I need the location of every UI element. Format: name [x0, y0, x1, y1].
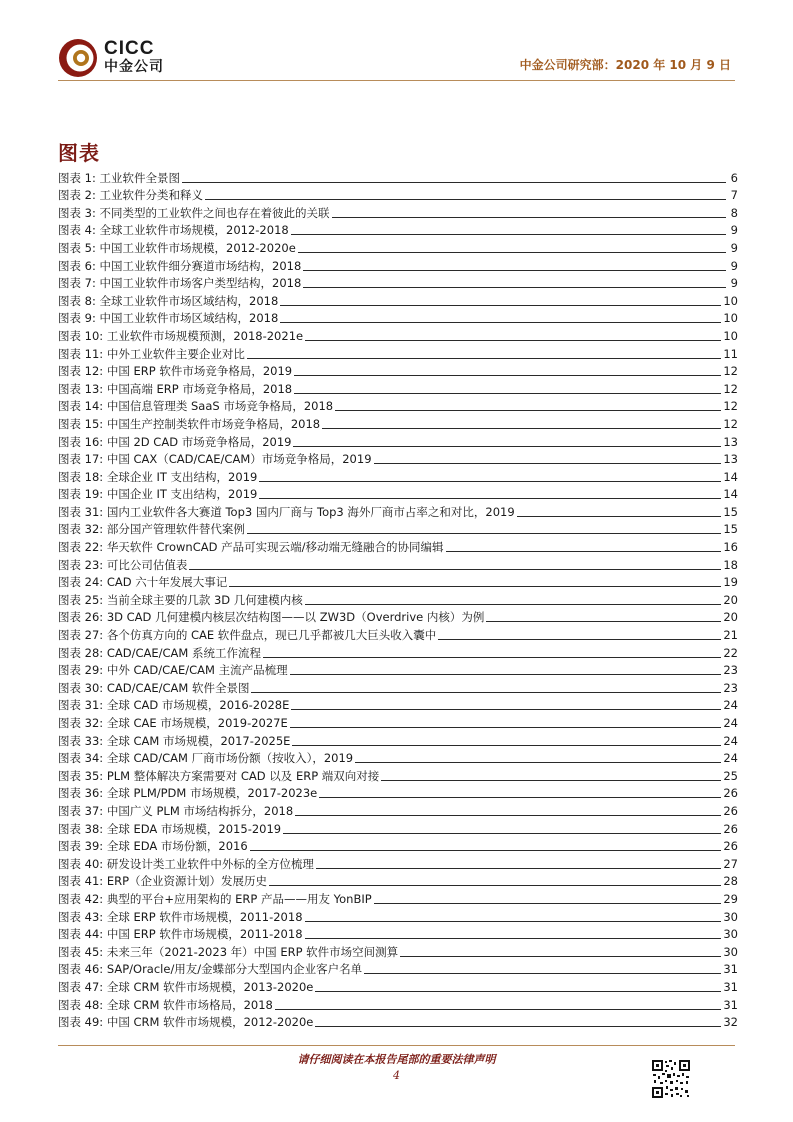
toc-leader-line — [364, 973, 721, 974]
toc-entry-label: 图表 8: — [58, 293, 96, 308]
toc-entry[interactable] — [58, 309, 738, 327]
toc-leader-line — [294, 375, 721, 376]
toc-entry-page: 31 — [723, 979, 738, 994]
toc-entry-label: 图表 42: — [58, 891, 104, 906]
toc-entry-title: 3D CAD 几何建模内核层次结构图——以 ZW3D（Overdrive 内核）为例 — [106, 610, 485, 625]
toc-entry-page: 9 — [730, 240, 738, 255]
toc-entry-page: 12 — [723, 399, 738, 414]
toc-entry-label: 图表 40: — [58, 856, 104, 871]
toc-entry-page: 24 — [723, 698, 738, 713]
toc-leader-line — [355, 762, 721, 763]
toc-entry-title: CAD/CAE/CAM 系统工作流程 — [106, 645, 261, 660]
toc-entry[interactable] — [58, 608, 738, 626]
toc-entry-label: 图表 14: — [58, 399, 104, 414]
toc-entry-label: 图表 49: — [58, 1015, 104, 1030]
toc-leader-line — [303, 270, 726, 271]
toc-entry-page: 24 — [723, 716, 738, 730]
toc-entry-title: 中国 ERP 软件市场规模，2011-2018 — [106, 927, 303, 942]
toc-leader-line — [305, 938, 722, 939]
toc-entry-page: 28 — [723, 874, 738, 889]
toc-entry-page: 15 — [723, 504, 738, 519]
toc-entry-label: 图表 11: — [58, 346, 104, 361]
toc-leader-line — [438, 639, 721, 640]
toc-entry-label: 图表 31: — [58, 698, 104, 713]
toc-leader-line — [290, 674, 722, 675]
toc-entry[interactable] — [58, 221, 738, 239]
toc-entry[interactable] — [58, 889, 738, 907]
toc-entry-label: 图表 16: — [58, 434, 104, 449]
toc-entry-page: 20 — [723, 610, 738, 625]
toc-entry[interactable] — [58, 485, 738, 503]
toc-entry-page: 19 — [723, 575, 738, 590]
toc-entry-page: 22 — [723, 645, 738, 660]
toc-entry[interactable] — [58, 872, 738, 890]
toc-entry-title: 中国 2D CAD 市场竞争格局，2019 — [106, 434, 292, 449]
toc-entry-label: 图表 45: — [58, 944, 104, 959]
toc-leader-line — [189, 569, 721, 570]
toc-entry-page: 30 — [723, 944, 738, 959]
toc-entry[interactable] — [58, 432, 738, 450]
toc-entry-title: 中国工业软件市场客户类型结构，2018 — [99, 276, 302, 291]
toc-entry-label: 图表 43: — [58, 909, 104, 924]
toc-entry[interactable] — [58, 291, 738, 309]
toc-entry[interactable] — [58, 749, 738, 767]
toc-entry-page: 31 — [723, 997, 738, 1012]
toc-entry-page: 26 — [723, 786, 738, 801]
toc-entry-label: 图表 30: — [58, 680, 104, 695]
toc-entry-title: 全球 CAD/CAM 厂商市场份额（按收入），2019 — [106, 751, 354, 766]
toc-entry-title: 中国 CRM 软件市场规模，2012-2020e — [106, 1015, 314, 1030]
toc-entry-title: CAD 六十年发展大事记 — [106, 575, 228, 590]
toc-entry-label: 图表 9: — [58, 311, 96, 326]
toc-entry-label: 图表 7: — [58, 276, 96, 291]
toc-leader-line — [263, 657, 721, 658]
toc-entry-title: 不同类型的工业软件之间也存在着彼此的关联 — [99, 205, 330, 220]
toc-entry[interactable] — [58, 678, 738, 696]
toc-entry[interactable] — [58, 379, 738, 397]
toc-entry[interactable] — [58, 186, 738, 204]
toc-entry-page: 10 — [723, 293, 738, 308]
toc-entry-title: 全球 EDA 市场规模，2015-2019 — [106, 821, 282, 836]
toc-entry[interactable] — [58, 925, 738, 943]
toc-entry-page: 26 — [723, 821, 738, 836]
toc-entry-label: 图表 3: — [58, 205, 96, 220]
toc-entry[interactable] — [58, 854, 738, 872]
toc-entry[interactable] — [58, 766, 738, 784]
toc-entry-label: 图表 47: — [58, 979, 104, 994]
toc-entry[interactable] — [58, 344, 738, 362]
toc-entry[interactable] — [58, 696, 738, 714]
toc-entry-page: 11 — [723, 346, 738, 361]
toc-entry[interactable] — [58, 643, 738, 661]
toc-entry-label: 图表 23: — [58, 557, 104, 572]
cicc-logo-mark-icon — [58, 38, 98, 78]
toc-entry-title: 可比公司估值表 — [106, 557, 188, 572]
toc-leader-line — [374, 463, 722, 464]
toc-leader-line — [269, 885, 721, 886]
toc-entry-title: 中国工业软件市场区域结构，2018 — [99, 311, 279, 326]
toc-entry[interactable] — [58, 326, 738, 344]
toc-entry-title: 国内工业软件各大赛道 Top3 国内厂商与 Top3 海外厂商市占率之和对比，2019 — [106, 504, 515, 519]
toc-entry-label: 图表 37: — [58, 803, 104, 818]
toc-entry-label: 图表 39: — [58, 839, 104, 854]
toc-entry-title: 中国工业软件细分赛道市场结构，2018 — [99, 258, 302, 273]
toc-entry[interactable] — [58, 467, 738, 485]
toc-entry-page: 23 — [723, 663, 738, 678]
toc-entry-title: SAP/Oracle/用友/金蝶部分大型国内企业客户名单 — [106, 962, 363, 977]
toc-entry-label: 图表 15: — [58, 416, 104, 431]
toc-entry-label: 图表 33: — [58, 733, 104, 748]
toc-entry-page: 9 — [730, 276, 738, 291]
toc-entry-title: 未来三年（2021-2023 年）中国 ERP 软件市场空间测算 — [106, 944, 399, 959]
logo-text-cn: 中金公司 — [104, 59, 164, 75]
toc-entry-page: 8 — [730, 205, 738, 220]
toc-entry-label: 图表 32: — [58, 716, 104, 730]
toc-entry-page: 18 — [723, 557, 738, 572]
toc-entry-title: 中国 CAX（CAD/CAE/CAM）市场竞争格局，2019 — [106, 452, 372, 467]
toc-leader-line — [305, 921, 722, 922]
toc-entry-title: 中外 CAD/CAE/CAM 主流产品梳理 — [106, 663, 288, 678]
toc-entry-label: 图表 6: — [58, 258, 96, 273]
toc-entry[interactable] — [58, 450, 738, 468]
toc-entry[interactable] — [58, 573, 738, 591]
toc-entry-label: 图表 24: — [58, 575, 104, 590]
toc-entry-label: 图表 29: — [58, 663, 104, 678]
toc-entry-page: 23 — [723, 680, 738, 695]
toc-leader-line — [295, 815, 721, 816]
toc-entry[interactable] — [58, 520, 738, 538]
toc-entry-page: 30 — [723, 909, 738, 924]
toc-entry-title: 研发设计类工业软件中外标的全方位梳理 — [106, 856, 314, 871]
toc-entry[interactable] — [58, 203, 738, 221]
toc-entry-page: 12 — [723, 364, 738, 379]
toc-leader-line — [305, 604, 722, 605]
toc-leader-line — [319, 797, 721, 798]
toc-entry-label: 图表 5: — [58, 240, 96, 255]
cicc-logo — [58, 38, 178, 78]
toc-leader-line — [292, 745, 721, 746]
toc-leader-line — [303, 287, 726, 288]
toc-entry-title: 全球 CAE 市场规模，2019-2027E — [106, 716, 288, 730]
toc-entry[interactable] — [58, 819, 738, 837]
toc-entry-label: 图表 22: — [58, 540, 104, 555]
toc-leader-line — [229, 586, 721, 587]
toc-entry[interactable] — [58, 837, 738, 855]
toc-entry-page: 16 — [723, 540, 738, 555]
toc-entry-title: ERP（企业资源计划）发展历史 — [106, 874, 268, 889]
toc-entry[interactable] — [58, 625, 738, 643]
toc-leader-line — [275, 1009, 722, 1010]
toc-entry-page: 29 — [723, 891, 738, 906]
toc-entry-label: 图表 4: — [58, 223, 96, 238]
toc-entry-title: 全球 CAD 市场规模，2016-2028E — [106, 698, 290, 713]
toc-entry-title: 全球工业软件市场规模，2012-2018 — [99, 223, 289, 238]
toc-entry[interactable] — [58, 995, 738, 1013]
toc-entry[interactable] — [58, 238, 738, 256]
toc-entry-title: 当前全球主要的几款 3D 几何建模内核 — [106, 592, 303, 607]
toc-entry[interactable] — [58, 801, 738, 819]
toc-entry-title: 中国信息管理类 SaaS 市场竞争格局，2018 — [106, 399, 334, 414]
page-number: 4 — [393, 1069, 400, 1082]
toc-entry-label: 图表 34: — [58, 751, 104, 766]
qr-code-icon — [651, 1059, 691, 1099]
toc-leader-line — [293, 446, 721, 447]
toc-entry-title: 全球 ERP 软件市场规模，2011-2018 — [106, 909, 303, 924]
toc-entry-page: 26 — [723, 839, 738, 854]
toc-entry-title: CAD/CAE/CAM 软件全景图 — [106, 680, 250, 695]
logo-text-en: CICC — [104, 38, 155, 59]
toc-entry-page: 30 — [723, 927, 738, 942]
toc-entry-title: 全球企业 IT 支出结构，2019 — [106, 469, 258, 484]
toc-entry-page: 13 — [723, 434, 738, 449]
toc-entry-title: 全球 PLM/PDM 市场规模，2017-2023e — [106, 786, 318, 801]
toc-leader-line — [322, 428, 721, 429]
toc-entry-page: 26 — [723, 803, 738, 818]
toc-leader-line — [446, 551, 722, 552]
toc-entry-label: 图表 12: — [58, 364, 104, 379]
toc-entry[interactable] — [58, 784, 738, 802]
toc-entry-label: 图表 25: — [58, 592, 104, 607]
toc-leader-line — [291, 709, 721, 710]
toc-leader-line — [400, 956, 721, 957]
toc-leader-line — [247, 533, 722, 534]
toc-entry-title: 全球 CRM 软件市场规模，2013-2020e — [106, 979, 314, 994]
toc-entry-title: 全球工业软件市场区域结构，2018 — [99, 293, 279, 308]
toc-entry-page: 25 — [723, 768, 738, 783]
toc-entry-page: 9 — [730, 223, 738, 238]
toc-leader-line — [332, 217, 726, 218]
toc-entry-title: 中国高端 ERP 市场竞争格局，2018 — [106, 381, 293, 396]
toc-entry-page: 21 — [723, 628, 738, 643]
toc-entry-label: 图表 13: — [58, 381, 104, 396]
toc-entry[interactable] — [58, 713, 738, 731]
publisher-date: 中金公司研究部：2020 年 10 月 9 日 — [519, 58, 731, 72]
toc-entry-label: 图表 2: — [58, 188, 96, 203]
toc-leader-line — [247, 358, 722, 359]
toc-entry-label: 图表 27: — [58, 628, 104, 643]
toc-entry-page: 12 — [723, 416, 738, 431]
toc-entry[interactable] — [58, 168, 738, 186]
toc-entry-title: 中国 ERP 软件市场竞争格局，2019 — [106, 364, 293, 379]
toc-entry[interactable] — [58, 537, 738, 555]
toc-entry-title: 中国生产控制类软件市场竞争格局，2018 — [106, 416, 321, 431]
page-header — [0, 0, 793, 90]
toc-entry-title: 各个仿真方向的 CAE 软件盘点，现已几乎都被几大巨头收入囊中 — [106, 628, 437, 643]
toc-entry-label: 图表 26: — [58, 610, 104, 625]
toc-entry-page: 9 — [730, 258, 738, 273]
toc-entry-title: PLM 整体解决方案需要对 CAD 以及 ERP 端双向对接 — [106, 768, 380, 783]
toc-leader-line — [298, 252, 726, 253]
toc-entry[interactable] — [58, 256, 738, 274]
toc-entry[interactable] — [58, 362, 738, 380]
toc-entry-title: 全球 CRM 软件市场格局，2018 — [106, 997, 273, 1012]
toc-entry-page: 20 — [723, 592, 738, 607]
toc-entry[interactable] — [58, 414, 738, 432]
toc-leader-line — [374, 903, 722, 904]
toc-entry-title: 华天软件 CrownCAD 产品可实现云端/移动端无缝融合的协同编辑 — [106, 540, 444, 555]
toc-leader-line — [290, 727, 722, 728]
footer-divider — [58, 1045, 735, 1046]
toc-leader-line — [291, 234, 726, 235]
toc-entry-label: 图表 48: — [58, 997, 104, 1012]
toc-entry-page: 12 — [723, 381, 738, 396]
toc-leader-line — [381, 780, 721, 781]
toc-leader-line — [280, 322, 721, 323]
toc-entry-label: 图表 44: — [58, 927, 104, 942]
toc-leader-line — [294, 393, 721, 394]
toc-entry-label: 图表 19: — [58, 487, 104, 502]
toc-leader-line — [250, 850, 722, 851]
toc-entry-page: 27 — [723, 856, 738, 871]
toc-entry-page: 7 — [730, 188, 738, 203]
toc-leader-line — [182, 182, 726, 183]
toc-leader-line — [517, 516, 722, 517]
toc-entry-title: 全球 CAM 市场规模，2017-2025E — [106, 733, 291, 748]
toc-entry-label: 图表 18: — [58, 469, 104, 484]
toc-entry-title: 中外工业软件主要企业对比 — [106, 346, 245, 361]
toc-entry-page: 31 — [723, 962, 738, 977]
toc-entry-page: 24 — [723, 751, 738, 766]
toc-entry-page: 13 — [723, 452, 738, 467]
toc-leader-line — [315, 991, 721, 992]
toc-entry[interactable] — [58, 960, 738, 978]
toc-entry-title: 中国广义 PLM 市场结构拆分，2018 — [106, 803, 294, 818]
toc-entry-title: 工业软件分类和释义 — [99, 188, 204, 203]
toc-leader-line — [315, 1026, 721, 1027]
toc-entry-title: 工业软件全景图 — [99, 170, 181, 185]
toc-entry[interactable] — [58, 590, 738, 608]
toc-entry-page: 15 — [723, 522, 738, 537]
toc-entry[interactable] — [58, 397, 738, 415]
toc-leader-line — [316, 868, 722, 869]
toc-entry-label: 图表 41: — [58, 874, 104, 889]
toc-entry[interactable] — [58, 731, 738, 749]
toc-entry-label: 图表 35: — [58, 768, 104, 783]
toc-leader-line — [486, 621, 721, 622]
toc-leader-line — [283, 833, 721, 834]
toc-entry[interactable] — [58, 555, 738, 573]
figure-list — [58, 168, 738, 1030]
toc-leader-line — [280, 305, 721, 306]
section-title: 图表 — [58, 141, 100, 165]
legal-disclaimer: 请仔细阅读在本报告尾部的重要法律声明 — [297, 1053, 496, 1066]
toc-entry-title: 部分国产管理软件替代案例 — [106, 522, 245, 537]
toc-entry-title: 中国企业 IT 支出结构，2019 — [106, 487, 258, 502]
toc-entry[interactable] — [58, 1013, 738, 1031]
toc-entry-title: 工业软件市场规模预测，2018-2021e — [106, 328, 304, 343]
toc-entry[interactable] — [58, 661, 738, 679]
toc-entry-page: 24 — [723, 733, 738, 748]
toc-entry-label: 图表 10: — [58, 328, 104, 343]
toc-entry-page: 14 — [723, 487, 738, 502]
toc-entry[interactable] — [58, 502, 738, 520]
toc-entry-title: 中国工业软件市场规模，2012-2020e — [99, 240, 296, 255]
header-divider — [58, 80, 735, 81]
toc-entry-label: 图表 32: — [58, 522, 104, 537]
toc-entry[interactable] — [58, 977, 738, 995]
toc-entry-page: 10 — [723, 328, 738, 343]
toc-leader-line — [205, 199, 726, 200]
toc-entry-label: 图表 46: — [58, 962, 104, 977]
toc-entry-page: 14 — [723, 469, 738, 484]
toc-entry-label: 图表 1: — [58, 170, 96, 185]
toc-leader-line — [335, 410, 721, 411]
toc-entry-label: 图表 38: — [58, 821, 104, 836]
toc-entry-title: 全球 EDA 市场份额，2016 — [106, 839, 248, 854]
toc-entry[interactable] — [58, 907, 738, 925]
toc-leader-line — [259, 481, 721, 482]
toc-entry-label: 图表 28: — [58, 645, 104, 660]
toc-entry-label: 图表 31: — [58, 504, 104, 519]
toc-entry-title: 典型的平台+应用架构的 ERP 产品——用友 YonBIP — [106, 891, 372, 906]
toc-leader-line — [305, 340, 721, 341]
toc-entry[interactable] — [58, 942, 738, 960]
toc-entry-page: 10 — [723, 311, 738, 326]
toc-entry[interactable] — [58, 274, 738, 292]
toc-leader-line — [251, 692, 721, 693]
toc-entry-page: 32 — [723, 1015, 738, 1030]
toc-leader-line — [259, 498, 721, 499]
toc-entry-label: 图表 36: — [58, 786, 104, 801]
toc-entry-label: 图表 17: — [58, 452, 104, 467]
toc-entry-page: 6 — [730, 170, 738, 185]
